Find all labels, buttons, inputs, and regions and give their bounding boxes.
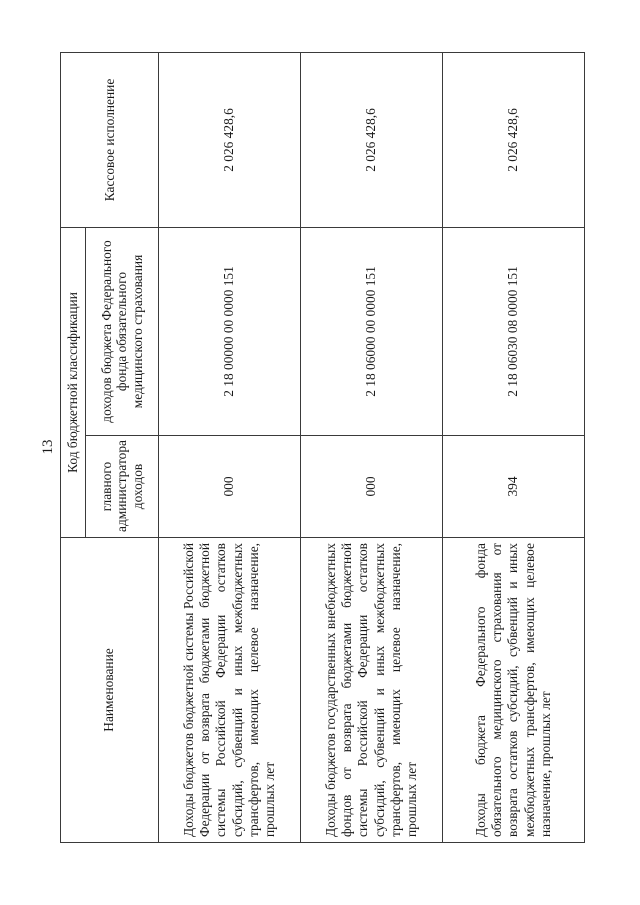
header-admin: главного администратора доходов <box>86 436 159 538</box>
row-cash-value: 2 026 428,6 <box>159 52 301 227</box>
page-number: 13 <box>40 439 56 455</box>
header-income: доходов бюджета Федерального фонда обязательного медицинского страхования <box>86 227 159 435</box>
row-income-code: 2 18 00000 00 0000 151 <box>159 227 301 435</box>
row-income-code: 2 18 06000 00 0000 151 <box>301 227 443 435</box>
rotated-table-container <box>60 53 580 843</box>
header-code-group: Код бюджетной классификации <box>61 227 86 537</box>
header-row-top <box>61 52 86 842</box>
row-admin-code: 000 <box>159 436 301 538</box>
row-income-code: 2 18 06030 08 0000 151 <box>443 227 585 435</box>
table-row <box>301 52 443 842</box>
row-name: Доходы бюджетов бюджетной системы Российской Федерации от возврата бюджетами бюджетной системы Российской Федерации остатков субсидий, субвенций и иных межбюджетных трансфертов, имеющих целевое назначение, прошлых лет <box>159 538 301 843</box>
table-row <box>159 52 301 842</box>
row-cash-value: 2 026 428,6 <box>443 52 585 227</box>
row-admin-code: 394 <box>443 436 585 538</box>
header-cash-execution: Кассовое исполнение <box>61 52 159 227</box>
header-name: Наименование <box>61 538 159 843</box>
row-name: Доходы бюджетов государственных внебюджетных фондов от возврата бюджетами бюджетной системы Российской Федерации остатков субсидий, субвенций и иных межбюджетных трансфертов, имеющих целевое назначение, прошлых лет <box>301 538 443 843</box>
row-admin-code: 000 <box>301 436 443 538</box>
budget-classification-table <box>60 52 585 843</box>
row-cash-value: 2 026 428,6 <box>301 52 443 227</box>
row-name: Доходы бюджета Федерального фонда обязательного медицинского страхования от возврата остатков субсидий, субвенций и иных межбюджетных трансфертов, имеющих целевое назначение, прошлых лет <box>443 538 585 843</box>
table-row <box>443 52 585 842</box>
